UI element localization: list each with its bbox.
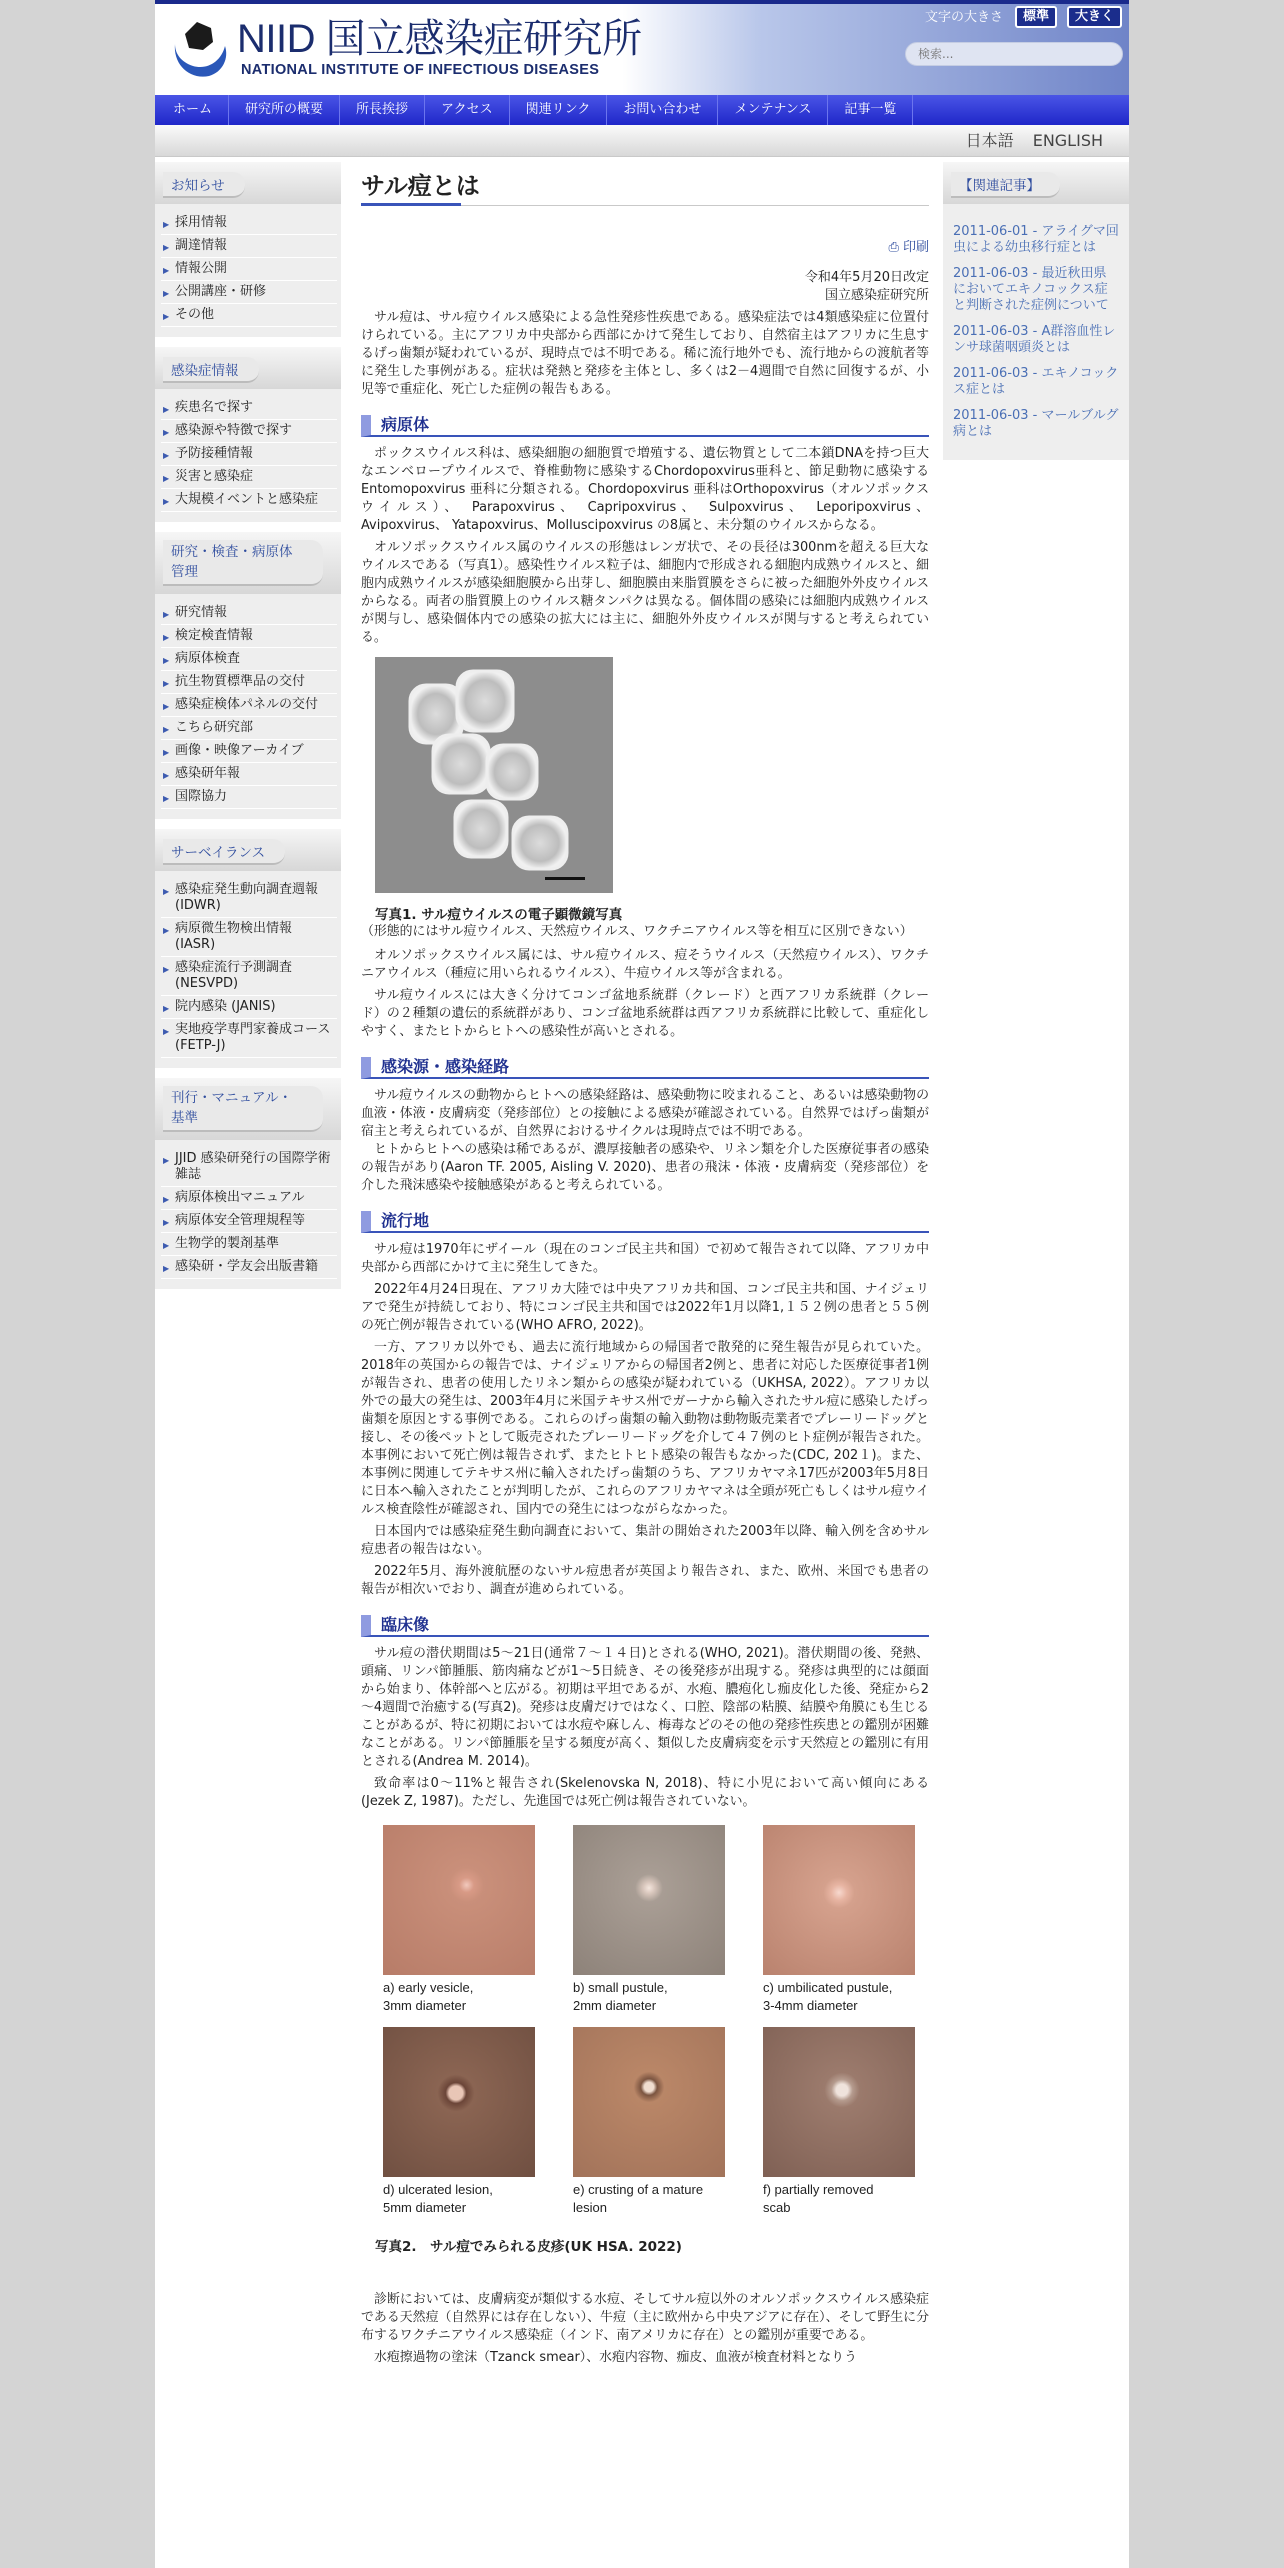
paragraph: 診断においては、皮膚病変が類似する水痘、そしてサル痘以外のオルソポックスウイルス感染症である天然痘（自然界には存在しない）、牛痘（主に欧州から中央アジアに存在）、そして野生に分布するワクチニアウイルス感染症（インド、南アメリカに存在）との鑑別が重要である。: [361, 2292, 929, 2343]
sidebar-item[interactable]: ▶ 研究情報: [161, 602, 337, 625]
paragraph: サル痘ウイルスの動物からヒトへの感染経路は、感染動物に咬まれること、あるいは感染動物の血液・体液・皮膚病変（発疹部位）との接触による感染が確認されている。自然界ではげっ歯類が宿主と考えられているが、自然界におけるサイクルは現時点では不明である。: [361, 1088, 929, 1139]
lang-japanese-link[interactable]: 日本語: [965, 131, 1014, 150]
lesion-label: d) ulcerated lesion,: [383, 2182, 493, 2197]
paragraph: 致命率は0～11%と報告され(Skelenovska N, 2018)、特に小児において高い傾向にある(Jezek Z, 1987)。ただし、先進国では死亡例は報告されていない。: [361, 1776, 929, 1809]
sidebar-heading: 研究・検査・病原体管理: [163, 540, 323, 586]
sidebar-item[interactable]: ▶ 採用情報: [161, 212, 337, 235]
paragraph: サル痘は1970年にザイール（現在のコンゴ民主共和国）で初めて報告されて以降、アフリカ中央部から西部にかけて主に発生してきた。: [361, 1242, 929, 1275]
sidebar-section-news: [155, 162, 341, 337]
section-heading-pathogen: 病原体: [361, 415, 929, 437]
paragraph: 水疱擦過物の塗沫（Tzanck smear）、水疱内容物、痂皮、血液が検査材料となりう: [374, 2350, 857, 2365]
sidebar-item[interactable]: ▶ 調達情報: [161, 235, 337, 258]
sidebar-section-research: [155, 532, 341, 819]
printer-icon: ⎙: [888, 240, 903, 255]
print-label: 印刷: [902, 240, 929, 255]
sidebar-item[interactable]: ▶ 画像・映像アーカイブ: [161, 740, 337, 763]
main-content: [361, 162, 929, 2367]
electron-micrograph-image: [375, 657, 613, 893]
left-sidebar: [155, 162, 341, 1299]
photo1-subcaption: （形態的にはサル痘ウイルス、天然痘ウイルス、ワクチニアウイルス等を相互に区別できない）: [361, 924, 913, 939]
sidebar-item[interactable]: ▶ 感染源や特徴で探す: [161, 420, 337, 443]
related-article-link[interactable]: 2011-06-01 - アライグマ回虫による幼虫移行症とは: [953, 224, 1119, 255]
lesion-label: c) umbilicated pustule,: [763, 1980, 893, 1995]
skin-lesion-photo: [763, 2027, 923, 2217]
paragraph: ヒトからヒトへの感染は稀であるが、濃厚接触者の感染や、リネン類を介した医療従事者の感染の報告があり(Aaron TF. 2005, Aisling V. 2020)、患者の飛沫・体液・皮膚病変（発疹部位）を介した飛沫感染や接触感染があると考えられている。: [361, 1142, 929, 1193]
sidebar-section-publications: [155, 1078, 341, 1289]
sidebar-section-disease-info: [155, 347, 341, 522]
page-wrapper: [155, 0, 1129, 2568]
lesion-label: a) early vesicle,: [383, 1980, 474, 1995]
search-input[interactable]: 検索...: [905, 42, 1123, 66]
lesion-label: 2mm diameter: [573, 1998, 657, 2013]
sidebar-item[interactable]: ▶ その他: [161, 304, 337, 327]
sidebar-item[interactable]: ▶ 病原微生物検出情報 (IASR): [161, 918, 337, 957]
niid-logo-icon[interactable]: [167, 18, 231, 82]
lesion-label: e) crusting of a mature: [573, 2182, 704, 2197]
revision-date: 令和4年5月20日改定: [804, 270, 929, 285]
page-title: サル痘とは: [361, 162, 929, 206]
skin-lesion-photo: [383, 2027, 573, 2217]
site-header: [155, 0, 1129, 95]
sidebar-item[interactable]: ▶ 感染症発生動向調査週報 (IDWR): [161, 879, 337, 918]
related-article-link[interactable]: 2011-06-03 - A群溶血性レンサ球菌咽頭炎とは: [953, 324, 1116, 355]
main-navigation: [155, 95, 1129, 125]
sidebar-item[interactable]: ▶ 公開講座・研修: [161, 281, 337, 304]
site-logo-text[interactable]: NIID 国立感染症研究所: [237, 17, 642, 61]
nav-access[interactable]: アクセス: [425, 95, 510, 125]
sidebar-heading: サーベイランス: [163, 839, 285, 865]
paragraph: 日本国内では感染症発生動向調査において、集計の開始された2003年以降、輸入例を含めサル痘患者の報告はない。: [361, 1524, 929, 1557]
sidebar-section-surveillance: [155, 829, 341, 1068]
paragraph: 2022年4月24日現在、アフリカ大陸では中央アフリカ共和国、コンゴ民主共和国、ナイジェリアで発生が持続しており、特にコンゴ民主共和国では2022年1月以降1,１５２例の患者と５５例の死亡例が報告されている(WHO AFRO, 2022)。: [361, 1282, 929, 1333]
related-article-link[interactable]: 2011-06-03 - エキノコックス症とは: [953, 366, 1119, 397]
site-logo-english: NATIONAL INSTITUTE OF INFECTIOUS DISEASES: [241, 62, 600, 78]
lesion-image: [383, 2027, 535, 2177]
sidebar-item[interactable]: ▶ 実地疫学専門家養成コース (FETP-J): [161, 1019, 337, 1058]
sidebar-item[interactable]: ▶ 病原体検出マニュアル: [161, 1187, 337, 1210]
sidebar-item[interactable]: ▶ 抗生物質標準品の交付: [161, 671, 337, 694]
sidebar-item[interactable]: ▶ 国際協力: [161, 786, 337, 809]
text-size-standard-button[interactable]: 標準: [1015, 6, 1057, 28]
photo1-caption: 写真1. サル痘ウイルスの電子顕微鏡写真: [375, 907, 623, 923]
lesion-label: scab: [763, 2200, 791, 2215]
sidebar-item[interactable]: ▶ 予防接種情報: [161, 443, 337, 466]
right-sidebar: [943, 162, 1129, 460]
skin-lesion-photo: [573, 2027, 763, 2217]
author-institute: 国立感染症研究所: [824, 288, 929, 303]
related-articles-heading: 【関連記事】: [951, 172, 1060, 198]
sidebar-item[interactable]: ▶ 感染研・学友会出版書籍: [161, 1256, 337, 1279]
header-top-line: [155, 0, 1129, 4]
sidebar-item[interactable]: ▶ 感染研年報: [161, 763, 337, 786]
sidebar-item[interactable]: ▶ 生物学的製剤基準: [161, 1233, 337, 1256]
nav-about[interactable]: 研究所の概要: [229, 95, 340, 125]
sidebar-heading: お知らせ: [163, 172, 245, 198]
sidebar-item[interactable]: ▶ 病原体検査: [161, 648, 337, 671]
sidebar-item[interactable]: ▶ こちら研究部: [161, 717, 337, 740]
paragraph: 一方、アフリカ以外でも、過去に流行地域からの帰国者で散発的に発生報告が見られていた。2018年の英国からの報告では、ナイジェリアからの帰国者2例と、患者に対応した医療従事者1例が報告され、患者の使用したリネン類からの感染が疑われている（UKHSA, 2022）。アフリカ以外での最大の発生は、2003年4月に米国テキサス州でガーナから輸入されたサル痘に感染したげっ歯類を原因とする事例である。これらのげっ歯類の輸入動物は動物販売業者でプレーリードッグと接し、その後ペットとして販売されたプレーリードッグを介して４７例のヒト症例が報告された。本事例において死亡例は報告されず、またヒトヒト感染の報告もなかった(CDC, 202１)。また、本事例に関連してテキサス州に輸入されたげっ歯類のうち、アフリカヤマネ17匹が2003年5月8日に日本へ輸入されたことが判明したが、これらのアフリカヤマネは全頭が死亡もしくはサル痘ウイルス検査陰性が確認され、国内での発生にはつながらなかった。: [361, 1340, 929, 1517]
lesion-label: 3-4mm diameter: [763, 1998, 858, 2013]
sidebar-item[interactable]: ▶ 病原体安全管理規程等: [161, 1210, 337, 1233]
photo2-caption: 写真2. サル痘でみられる皮疹(UK HSA. 2022): [375, 2239, 682, 2255]
print-link[interactable]: [361, 236, 929, 255]
lesion-label: 5mm diameter: [383, 2200, 467, 2215]
nav-maintenance[interactable]: メンテナンス: [718, 95, 828, 125]
lesion-image: [573, 1825, 725, 1975]
intro-paragraph: サル痘は、サル痘ウイルス感染による急性発疹性疾患である。感染症法では4類感染症に位置付けられている。主にアフリカ中央部から西部にかけて発生しており、自然宿主はアフリカに生息するげっ歯類が疑われているが、現時点では不明である。稀に流行地外でも、流行地からの渡航者等に発生した事例がある。症状は発熱と発疹を主体とし、多くは2－4週間で自然に回復するが、小児等で重症化、死亡した症例の報告もある。: [361, 310, 929, 397]
lesion-image: [763, 2027, 915, 2177]
sidebar-item[interactable]: ▶ 情報公開: [161, 258, 337, 281]
related-article-link[interactable]: 2011-06-03 - 最近秋田県においてエキノコックス症と判断された症例について: [953, 266, 1109, 313]
sidebar-item[interactable]: ▶ 疾患名で探す: [161, 397, 337, 420]
skin-lesion-photo-grid: [383, 1825, 923, 2217]
skin-lesion-photo: [573, 1825, 763, 2015]
nav-article-list[interactable]: 記事一覧: [828, 95, 913, 125]
paragraph: 2022年5月、海外渡航歴のないサル痘患者が英国より報告され、また、欧州、米国でも患者の報告が相次いでおり、調査が進められている。: [361, 1564, 929, 1597]
nav-home[interactable]: ホーム: [157, 95, 229, 125]
lang-english-link[interactable]: ENGLISH: [1032, 131, 1103, 150]
section-heading-clinical: 臨床像: [361, 1615, 929, 1637]
nav-contact[interactable]: お問い合わせ: [607, 95, 718, 125]
lesion-image: [383, 1825, 535, 1975]
paragraph: オルソポックスウイルス属のウイルスの形態はレンガ状で、その長径は300nmを超える巨大なウイルスである（写真1）。感染性ウイルス粒子は、細胞内で形成される細胞内成熟ウイルスと、細胞内成熟ウイルスが感染細胞膜から出芽し、細胞膜由来脂質膜をさらに被った細胞外外皮ウイルスからなる。両者の脂質膜上のウイルス糖タンパクは異なる。個体間の感染には細胞内成熟ウイルスが関与し、感染個体内での感染の拡大には主に、細胞外外皮ウイルスが関与すると考えられている。: [361, 540, 929, 645]
sidebar-heading: 刊行・マニュアル・基準: [163, 1086, 323, 1132]
nav-director-greeting[interactable]: 所長挨拶: [340, 95, 425, 125]
sidebar-item[interactable]: ▶ 検定検査情報: [161, 625, 337, 648]
skin-lesion-photo: [383, 1825, 573, 2015]
paragraph: ポックスウイルス科は、感染細胞の細胞質で増殖する、遺伝物質として二本鎖DNAを持つ巨大なエンベロープウイルスで、脊椎動物に感染するChordopoxvirus亜科と、節足動物に感染する Entomopoxvirus 亜科に分類される。Chordopoxvirus 亜科はOrthopoxvirus（オルソポックスウイルス）、 Parapoxvirus、 Capripoxvirus、 Sulpoxvirus、 Leporipoxvirus、 Avipoxvirus、 Yatapoxvirus、Molluscipoxvirus の8属と、未分類のウイルスからなる。: [361, 446, 929, 533]
lesion-label: f) partially removed: [763, 2182, 874, 2197]
text-size-label: 文字の大きさ: [925, 10, 1004, 25]
paragraph: サル痘ウイルスには大きく分けてコンゴ盆地系統群（クレード）と西アフリカ系統群（クレード）の２種類の遺伝的系統群があり、コンゴ盆地系統群は西アフリカ系統群に比較して、重症化しやすく、またヒトからヒトへの感染性が高いとされる。: [361, 988, 929, 1039]
lesion-image: [573, 2027, 725, 2177]
text-size-large-button[interactable]: 大きく: [1067, 6, 1122, 28]
nav-links[interactable]: 関連リンク: [510, 95, 608, 125]
skin-lesion-photo: [763, 1825, 923, 2015]
lesion-label: lesion: [573, 2200, 607, 2215]
section-heading-transmission: 感染源・感染経路: [361, 1057, 929, 1079]
paragraph: オルソポックスウイルス属には、サル痘ウイルス、痘そうウイルス（天然痘ウイルス）、ワクチニアウイルス（種痘に用いられるウイルス）、牛痘ウイルス等が含まれる。: [361, 948, 929, 981]
lesion-label: b) small pustule,: [573, 1980, 668, 1995]
sidebar-item[interactable]: ▶ 大規模イベントと感染症: [161, 489, 337, 512]
language-bar: [155, 125, 1129, 157]
sidebar-heading: 感染症情報: [163, 357, 259, 383]
sidebar-item[interactable]: ▶ 感染症流行予測調査 (NESVPD): [161, 957, 337, 996]
lesion-label: 3mm diameter: [383, 1998, 467, 2013]
sidebar-item[interactable]: ▶ 感染症検体パネルの交付: [161, 694, 337, 717]
sidebar-item[interactable]: ▶ 災害と感染症: [161, 466, 337, 489]
section-heading-endemic-areas: 流行地: [361, 1211, 929, 1233]
paragraph: サル痘の潜伏期間は5～21日(通常７～１４日)とされる(WHO, 2021)。潜伏期間の後、発熱、頭痛、リンパ節腫脹、筋肉痛などが1～5日続き、その後発疹が出現する。発疹は典型的には顔面から始まり、体幹部へと広がる。初期は平坦であるが、水疱、膿疱化し痂皮化した後、発症から2～4週間で治癒する(写真2)。発疹は皮膚だけではなく、口腔、陰部の粘膜、結膜や角膜にも生じることがあるが、特に初期においては水痘や麻しん、梅毒などのその他の発疹性疾患との鑑別が困難なことがある。リンパ節腫脹を呈する頻度が高く、類似した皮膚病変を示す天然痘との鑑別に有用とされる(Andrea M. 2014)。: [361, 1646, 929, 1769]
lesion-image: [763, 1825, 915, 1975]
sidebar-item[interactable]: ▶ JJID 感染研発行の国際学術雑誌: [161, 1148, 337, 1187]
sidebar-item[interactable]: ▶ 院内感染 (JANIS): [161, 996, 337, 1019]
related-article-link[interactable]: 2011-06-03 - マールブルグ病とは: [953, 408, 1119, 439]
